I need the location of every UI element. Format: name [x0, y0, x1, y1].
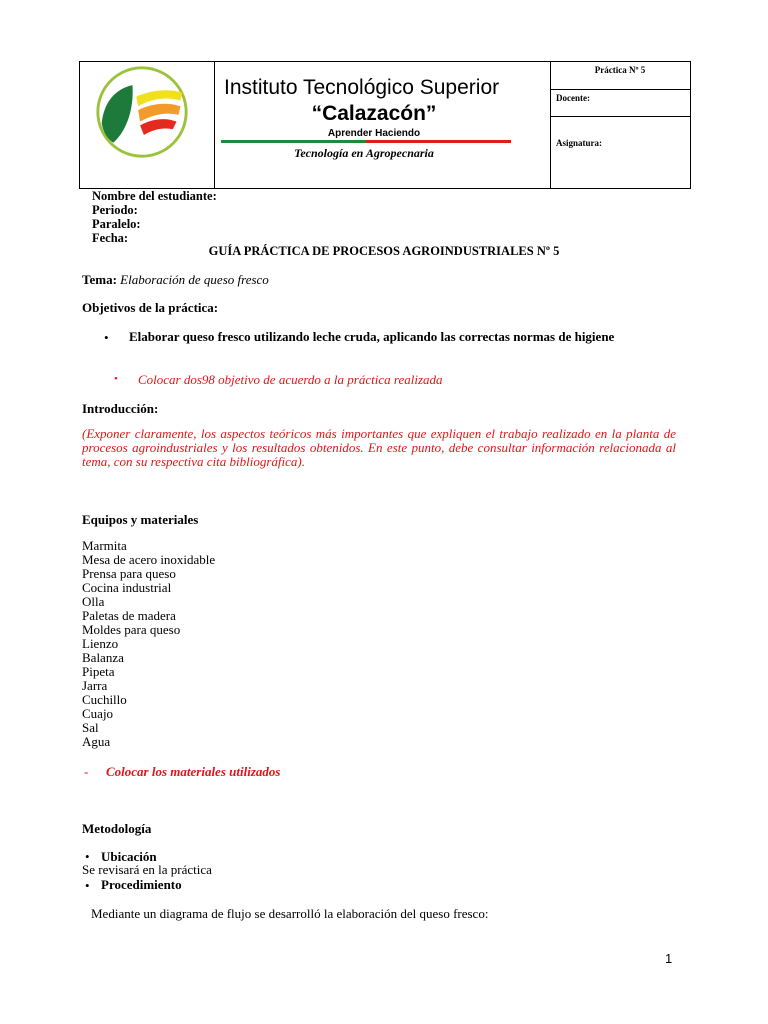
list-item: Mesa de acero inoxidable: [82, 552, 216, 567]
introduction-heading: Introducción:: [82, 401, 159, 416]
tema-value: Elaboración de queso fresco: [120, 272, 269, 287]
location-label: Ubicación: [101, 849, 157, 864]
materials-note-dash: -: [84, 764, 89, 779]
procedure-text: Mediante un diagrama de flujo se desarrolló la elaboración del queso fresco:: [91, 906, 489, 921]
bullet-icon: •: [85, 849, 90, 864]
list-item: Sal: [82, 720, 99, 735]
list-item: Prensa para queso: [82, 566, 176, 581]
color-rule: [221, 140, 511, 143]
list-item: Cuajo: [82, 706, 114, 721]
bullet-icon: •: [85, 878, 90, 893]
list-item: Balanza: [82, 650, 124, 665]
list-item: Cocina industrial: [82, 580, 172, 595]
header-table: [79, 61, 691, 189]
motto: Aprender Haciendo: [327, 128, 421, 139]
document-title: GUÍA PRÁCTICA DE PROCESOS AGROINDUSTRIALES Nº 5: [208, 244, 560, 258]
procedure-label: Procedimiento: [101, 877, 182, 892]
docente-label: Docente:: [550, 90, 690, 117]
objective-item-1: Elaborar queso fresco utilizando leche cruda, aplicando las correctas normas de higiene: [129, 329, 615, 344]
parallel-label: Paralelo:: [92, 217, 141, 231]
institute-subname: “Calazacón”: [311, 102, 437, 125]
methodology-heading: Metodología: [82, 821, 152, 836]
list-item: Lienzo: [82, 636, 119, 651]
program-name: Tecnología en Agropecnaria: [294, 146, 434, 160]
practice-number: Práctica Nº 5: [550, 62, 690, 90]
asignatura-label: Asignatura:: [556, 138, 603, 148]
list-item: Moldes para queso: [82, 622, 181, 637]
location-text: Se revisará en la práctica: [82, 862, 212, 877]
info-cell: [550, 62, 690, 188]
list-item: Olla: [82, 594, 105, 609]
objective-item-2: Colocar dos98 objetivo de acuerdo a la práctica realizada: [138, 372, 443, 387]
list-item: Cuchillo: [82, 692, 127, 707]
list-item: Pipeta: [82, 664, 115, 679]
tema-label: Tema:: [82, 272, 117, 287]
institute-name: Instituto Tecnológico Superior: [224, 76, 500, 99]
tema-line: [82, 272, 269, 288]
bullet-icon: •: [114, 373, 118, 385]
period-label: Periodo:: [92, 203, 138, 217]
bullet-icon: •: [104, 330, 109, 345]
materials-note: Colocar los materiales utilizados: [106, 764, 281, 779]
list-item: Paletas de madera: [82, 608, 176, 623]
equipment-heading: Equipos y materiales: [82, 512, 199, 527]
objectives-heading: Objetivos de la práctica:: [82, 300, 219, 315]
list-item: Agua: [82, 734, 111, 749]
institute-cell: [214, 62, 551, 188]
list-item: Jarra: [82, 678, 108, 693]
logo-cell: [80, 62, 215, 188]
date-label: Fecha:: [92, 231, 129, 245]
page-number: 1: [665, 951, 673, 966]
introduction-text: (Exponer claramente, los aspectos teóricos más importantes que expliquen el trabajo realizado en la planta de procesos agroindustriales y los resultados obtenidos. En este punto, debe consultar información relacionada al tema, con su respectiva cita bibliográfica).: [82, 426, 676, 469]
list-item: Marmita: [82, 538, 127, 553]
student-fields: [92, 189, 217, 245]
materials-list: [82, 539, 215, 749]
institute-logo-icon: [94, 64, 190, 160]
student-name-label: Nombre del estudiante:: [92, 189, 217, 203]
